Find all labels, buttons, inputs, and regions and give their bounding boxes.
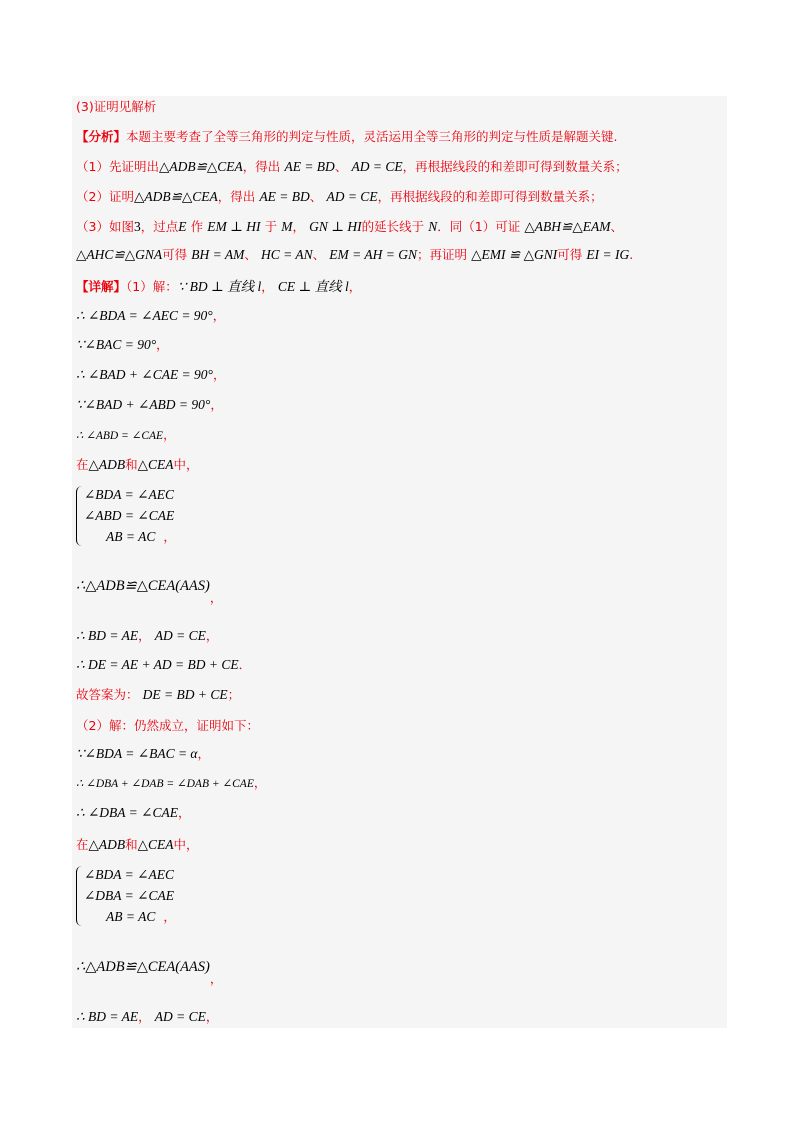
analysis-point-3: （3）如图3，过点E 作 EM ⊥ HI 于 M， GN ⊥ HI的延长线于 N．同（1）可证 △ABH≌△EAM、 [76, 219, 623, 234]
brace-symbol [76, 486, 83, 546]
step-congruent-2: ∴△ADB≌△CEA(AAS)， [76, 959, 223, 986]
item-3-answer: (3)证明见解析 [76, 99, 157, 114]
step-in-triangles-2: 在△ADB和△CEA中， [76, 837, 199, 852]
step-angle-90: ∴ ∠BDA = ∠AEC = 90°， [76, 308, 226, 323]
step-angle-sums: ∴ ∠DBA + ∠DAB = ∠DAB + ∠CAE， [76, 775, 267, 790]
step-bac-90: ∵∠BAC = 90°， [76, 337, 169, 352]
step-abd-cae: ∴ ∠ABD = ∠CAE， [76, 427, 176, 442]
step-de-sum: ∴ DE = AE + AD = BD + CE． [76, 657, 252, 672]
answer-line-1: 故答案为： DE = BD + CE； [76, 687, 241, 702]
analysis-point-3-cont: △AHC≌△GNA可得 BH = AM、 HC = AN、 EM = AH = GN；再证明 △EMI ≌ △GNI可得 EI = IG. [76, 247, 634, 262]
analysis-point-1: （1）先证明出△ADB≌△CEA，得出 AE = BD、 AD = CE，再根据线段的和差即可得到数量关系； [76, 159, 628, 174]
step-bd-ae: ∴ BD = AE， AD = CE， [76, 628, 219, 643]
analysis-point-2: （2）证明△ADB≌△CEA，得出 AE = BD、 AD = CE，再根据线段的和差即可得到数量关系； [76, 189, 603, 204]
analysis-heading: 【分析】本题主要考查了全等三角形的判定与性质，灵活运用全等三角形的判定与性质是解题关键. [76, 129, 618, 144]
step-in-triangles-1: 在△ADB和△CEA中， [76, 457, 199, 472]
step-sum-2: ∵∠BAD + ∠ABD = 90°， [76, 397, 223, 412]
step-bd-ae-2: ∴ BD = AE， AD = CE， [76, 1009, 219, 1024]
step-congruent-1: ∴△ADB≌△CEA(AAS)， [76, 578, 223, 605]
step-sum-1: ∴ ∠BAD + ∠CAE = 90°， [76, 367, 226, 382]
step-bda-alpha: ∵∠BDA = ∠BAC = α， [76, 746, 211, 761]
solution-heading: 【详解】（1）解：∵ BD ⊥ 直线 l， CE ⊥ 直线 l， [76, 279, 362, 294]
step-dba-cae: ∴ ∠DBA = ∠CAE， [76, 805, 191, 820]
brace-symbol [76, 866, 83, 926]
part-2-heading: （2）解：仍然成立，证明如下： [76, 718, 259, 733]
